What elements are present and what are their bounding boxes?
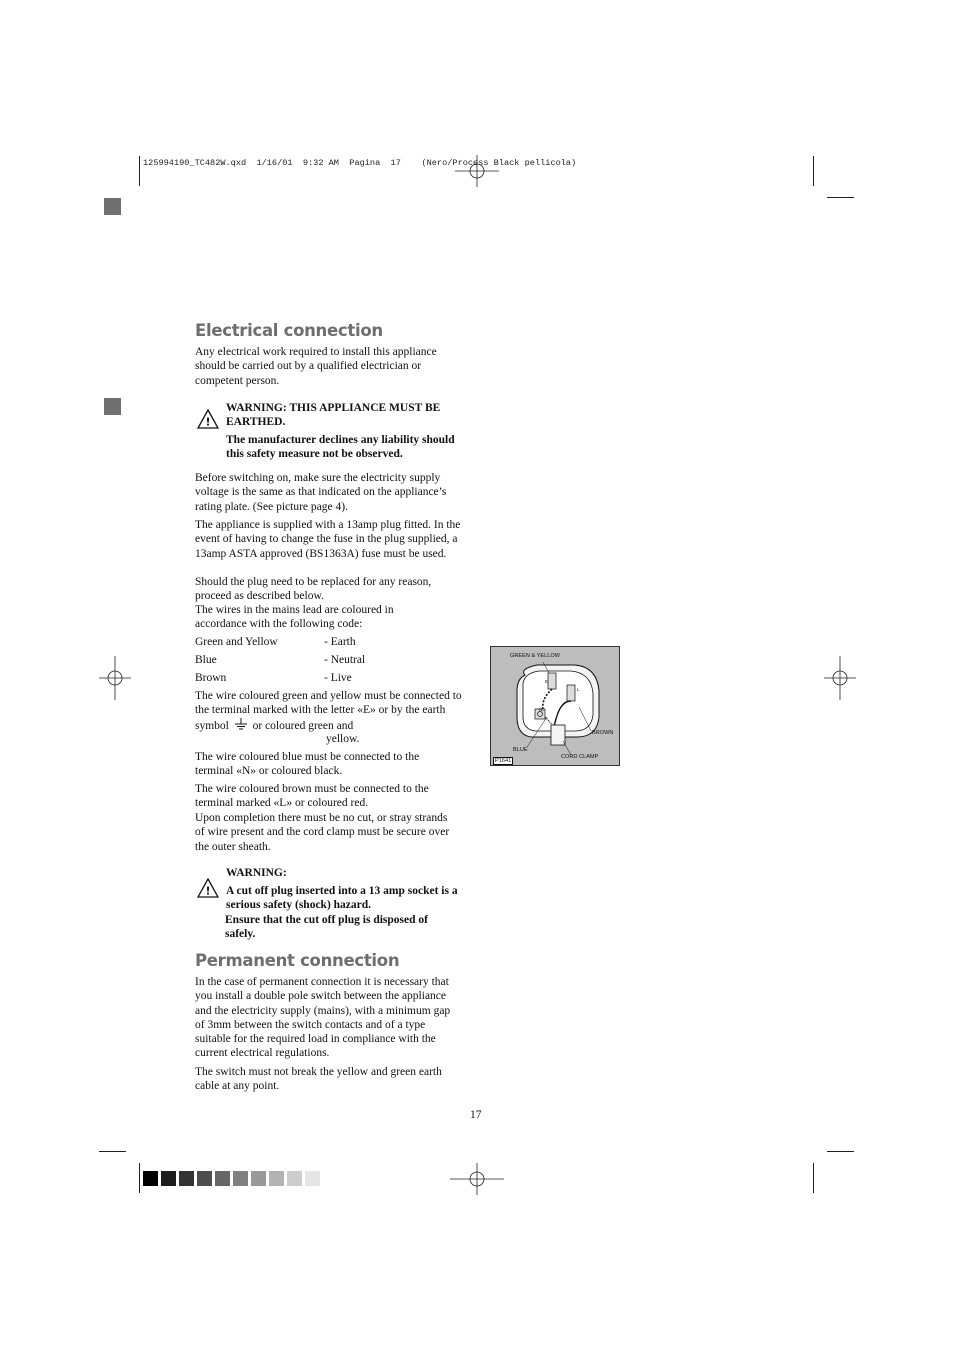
wire-color: Green and Yellow <box>195 636 278 648</box>
warning-triangle-icon <box>197 878 219 898</box>
terminal-n-label: N <box>539 707 543 712</box>
crop-mark <box>813 156 814 186</box>
color-swatch <box>161 1171 176 1186</box>
registration-target-icon <box>450 1163 504 1195</box>
registration-target-icon <box>455 155 499 187</box>
warning2-title: WARNING: <box>226 867 287 879</box>
crop-mark <box>99 1151 126 1152</box>
electrical-para-brown: The wire coloured brown must be connected to the terminal marked «L» or coloured red. <box>195 783 429 810</box>
electrical-para-blue: The wire coloured blue must be connected to the terminal «N» or coloured black. <box>195 751 420 778</box>
margin-marker <box>104 198 121 215</box>
wire-row-earth <box>195 635 455 649</box>
electrical-para-fuse: The appliance is supplied with a 13amp plug fitted. In the event of having to change the fuse in the plug supplied, a 13amp ASTA approved (BS1363A) fuse must be used. <box>195 519 461 560</box>
color-swatch <box>305 1171 320 1186</box>
margin-marker <box>104 398 121 415</box>
permanent-para-switch: In the case of permanent connection it is necessary that you install a double pole switch between the appliance and the electricity supply (mains), with a minimum gap of 3mm between the switch contacts and of a type suitable for the required load in compliance with the current electrical regulations. <box>195 976 451 1060</box>
crop-mark <box>827 1151 854 1152</box>
wire-use: - Earth <box>324 636 356 648</box>
electrical-para-completion: Upon completion there must be no cut, or stray strands of wire present and the cord clamp must be secure over the outer sheath. <box>195 812 450 853</box>
color-swatch <box>287 1171 302 1186</box>
color-swatch <box>179 1171 194 1186</box>
warning2-hazard: A cut off plug inserted into a 13 amp socket is a serious safety (shock) hazard. <box>226 885 458 912</box>
registration-target-icon <box>99 656 131 700</box>
figure-code: P1641 <box>495 758 512 764</box>
color-swatch <box>251 1171 266 1186</box>
color-swatch <box>269 1171 284 1186</box>
wire-color: Blue <box>195 654 217 666</box>
crop-mark <box>813 1163 814 1193</box>
electrical-para-earth-wire <box>195 689 467 733</box>
permanent-para-earth: The switch must not break the yellow and green earth cable at any point. <box>195 1066 442 1093</box>
electrical-para-wires: The wires in the mains lead are coloured in accordance with the following code: <box>195 604 394 631</box>
warning-earthed: WARNING: THIS APPLIANCE MUST BE EARTHED. <box>226 402 441 429</box>
wire-row-live <box>195 671 455 685</box>
warning-liability: The manufacturer declines any liability should this safety measure not be observed. <box>226 434 455 461</box>
earth-wire-text-2: or coloured green and <box>252 719 354 732</box>
color-control-bar <box>143 1171 320 1186</box>
wire-color: Brown <box>195 672 227 684</box>
color-swatch <box>233 1171 248 1186</box>
section-heading-permanent: Permanent connection <box>195 951 400 970</box>
crop-mark <box>827 197 854 198</box>
electrical-para-voltage: Before switching on, make sure the electricity supply voltage is the same as that indicated on the appliance’s rating plate. (See picture page 4). <box>195 472 447 513</box>
terminal-l-label: L <box>577 687 580 692</box>
electrical-para-earth-wire-end: yellow. <box>326 733 360 745</box>
svg-text:!: ! <box>205 884 211 898</box>
plug-wiring-figure <box>490 646 620 766</box>
color-swatch <box>215 1171 230 1186</box>
color-swatch <box>143 1171 158 1186</box>
earth-wire-text: The wire coloured green and yellow must be connected to the terminal marked with the letter «E» or by the earth symbol <box>195 690 462 732</box>
crop-mark <box>139 1163 140 1193</box>
svg-text:!: ! <box>205 415 211 429</box>
print-slug: 125994190_TC482W.qxd 1/16/01 9:32 AM Pagina 17 (Nero/Process Black pellicola) <box>143 158 577 168</box>
section-heading-electrical: Electrical connection <box>195 321 383 340</box>
label-cord-clamp: CORD CLAMP <box>561 754 599 760</box>
wire-use: - Live <box>324 672 352 684</box>
earth-symbol-icon <box>234 718 248 730</box>
wire-use: - Neutral <box>324 654 366 666</box>
terminal-e-label: E <box>545 679 549 684</box>
page-number: 17 <box>470 1109 482 1121</box>
crop-mark <box>139 156 140 186</box>
electrical-para-replace: Should the plug need to be replaced for any reason, proceed as described below. <box>195 576 432 603</box>
plug-diagram-icon <box>491 647 619 765</box>
registration-target-icon <box>824 656 856 700</box>
warning2-dispose: Ensure that the cut off plug is disposed of safely. <box>225 914 428 941</box>
electrical-intro: Any electrical work required to install this appliance should be carried out by a qualified electrician or competent person. <box>195 346 437 387</box>
label-blue: BLUE <box>513 747 528 753</box>
wire-row-neutral <box>195 653 455 667</box>
warning-triangle-icon <box>197 409 219 429</box>
label-green-yellow: GREEN & YELLOW <box>510 653 560 659</box>
label-brown: BROWN <box>592 730 614 736</box>
color-swatch <box>197 1171 212 1186</box>
